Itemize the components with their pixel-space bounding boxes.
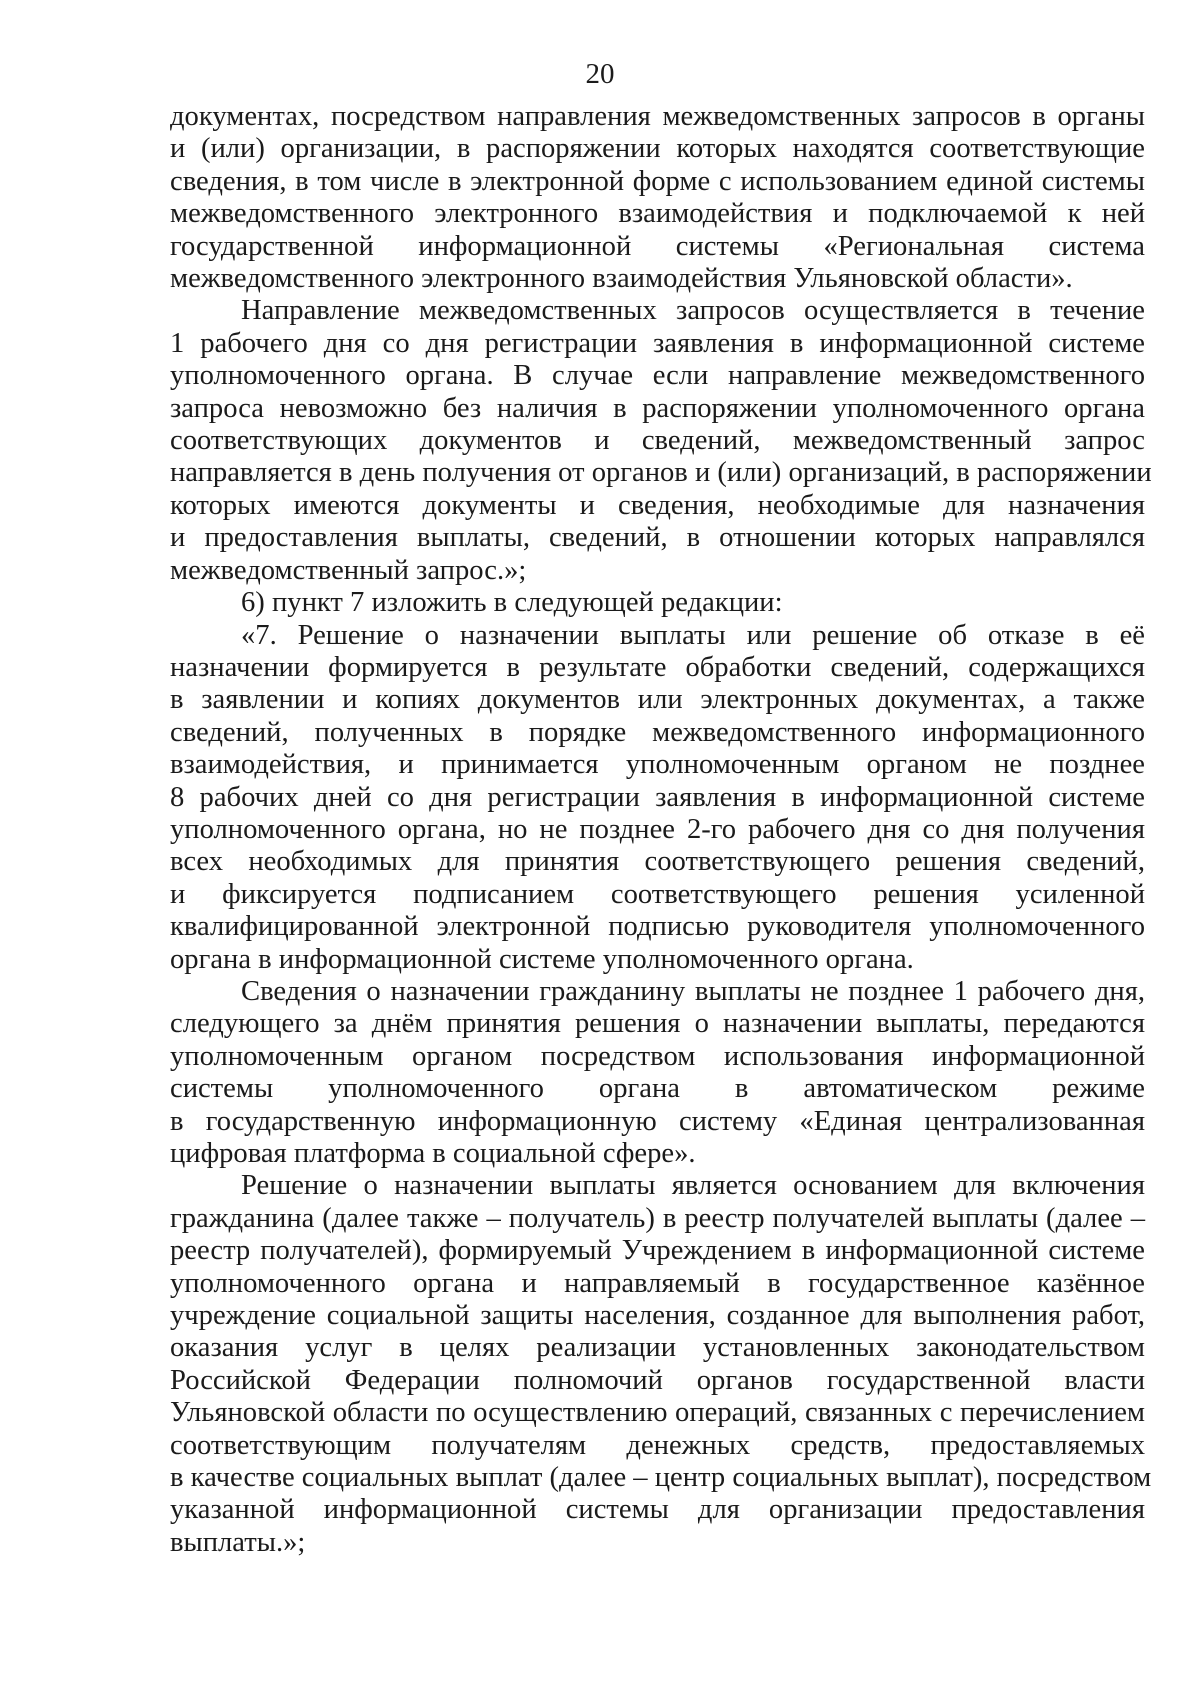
- text-line: всех необходимых для принятия соответствующего решения сведений,: [170, 846, 1145, 878]
- text-line: и предоставления выплаты, сведений, в отношении которых направлялся: [170, 522, 1145, 554]
- text-line: соответствующим получателям денежных средств, предоставляемых: [170, 1429, 1145, 1461]
- text-line: сведения, в том числе в электронной форме с использованием единой системы: [170, 165, 1145, 197]
- page-number: 20: [585, 58, 615, 90]
- text-line: уполномоченного органа и направляемый в государственное казённое: [170, 1267, 1145, 1299]
- document-body: [170, 101, 1152, 1559]
- text-line: уполномоченным органом посредством использования информационной: [170, 1040, 1145, 1072]
- text-line: межведомственный запрос.»;: [170, 554, 527, 586]
- text-line: цифровая платформа в социальной сфере».: [170, 1138, 696, 1169]
- text-line: и фиксируется подписанием соответствующего решения усиленной: [170, 878, 1145, 910]
- text-line: Российской Федерации полномочий органов государственной власти: [170, 1364, 1145, 1396]
- text-line: реестр получателей), формируемый Учреждением в информационной системе: [170, 1235, 1145, 1267]
- paragraph: [170, 976, 1145, 1170]
- text-line: соответствующих документов и сведений, межведомственный запрос: [170, 425, 1145, 457]
- text-line: уполномоченного органа. В случае если направление межведомственного: [170, 360, 1145, 392]
- text-line: выплаты.»;: [170, 1526, 306, 1558]
- text-line: и (или) организации, в распоряжении которых находятся соответствующие: [170, 133, 1145, 165]
- text-line: уполномоченного органа, но не позднее 2-го рабочего дня со дня получения: [170, 813, 1145, 845]
- text-line: сведений, полученных в порядке межведомственного информационного: [170, 716, 1145, 748]
- text-line: указанной информационной системы для организации предоставления: [170, 1494, 1145, 1526]
- text-line: в государственную информационную систему «Единая централизованная: [170, 1105, 1145, 1137]
- text-line: системы уполномоченного органа в автоматическом режиме: [170, 1073, 1145, 1105]
- paragraph: [170, 1170, 1152, 1559]
- text-line: «7. Решение о назначении выплаты или решение об отказе в её: [241, 619, 1145, 651]
- paragraph: [170, 587, 1145, 619]
- text-line: гражданина (далее также – получатель) в реестр получателей выплаты (далее –: [170, 1202, 1145, 1234]
- text-line: запроса невозможно без наличия в распоряжении уполномоченного органа: [170, 392, 1145, 424]
- text-line: межведомственного электронного взаимодействия Ульяновской области».: [170, 263, 1073, 295]
- text-line: Направление межведомственных запросов осуществляется в течение: [241, 295, 1145, 327]
- text-line: оказания услуг в целях реализации установленных законодательством: [170, 1332, 1145, 1364]
- text-line: 8 рабочих дней со дня регистрации заявления в информационной системе: [170, 781, 1145, 813]
- text-line: 6) пункт 7 изложить в следующей редакции:: [241, 587, 783, 619]
- text-line: назначении формируется в результате обработки сведений, содержащихся: [170, 651, 1145, 683]
- text-line: Решение о назначении выплаты является основанием для включения: [241, 1170, 1145, 1202]
- text-line: Ульяновской области по осуществлению операций, связанных с перечислением: [170, 1397, 1145, 1429]
- text-line: в заявлении и копиях документов или электронных документах, а также: [170, 684, 1145, 716]
- text-line: квалифицированной электронной подписью руководителя уполномоченного: [170, 911, 1145, 943]
- text-line: учреждение социальной защиты населения, созданное для выполнения работ,: [170, 1300, 1145, 1332]
- text-line: межведомственного электронного взаимодействия и подключаемой к ней: [170, 198, 1145, 230]
- text-line: следующего за днём принятия решения о назначении выплаты, передаются: [170, 1008, 1145, 1040]
- text-line: в качестве социальных выплат (далее – центр социальных выплат), посредством: [170, 1462, 1152, 1494]
- text-line: взаимодействия, и принимается уполномоченным органом не позднее: [170, 749, 1145, 781]
- text-line: органа в информационной системе уполномоченного органа.: [170, 943, 914, 975]
- text-line: 1 рабочего дня со дня регистрации заявления в информационной системе: [170, 327, 1145, 359]
- text-line: которых имеются документы и сведения, необходимые для назначения: [170, 489, 1145, 521]
- text-line: документах, посредством направления межведомственных запросов в органы: [170, 101, 1145, 132]
- paragraph: [170, 295, 1152, 587]
- paragraph: [170, 101, 1145, 295]
- paragraph: [170, 620, 1145, 976]
- text-line: направляется в день получения от органов и (или) организаций, в распоряжении: [170, 457, 1152, 489]
- text-line: Сведения о назначении гражданину выплаты не позднее 1 рабочего дня,: [241, 975, 1145, 1007]
- text-line: государственной информационной системы «Региональная система: [170, 230, 1145, 262]
